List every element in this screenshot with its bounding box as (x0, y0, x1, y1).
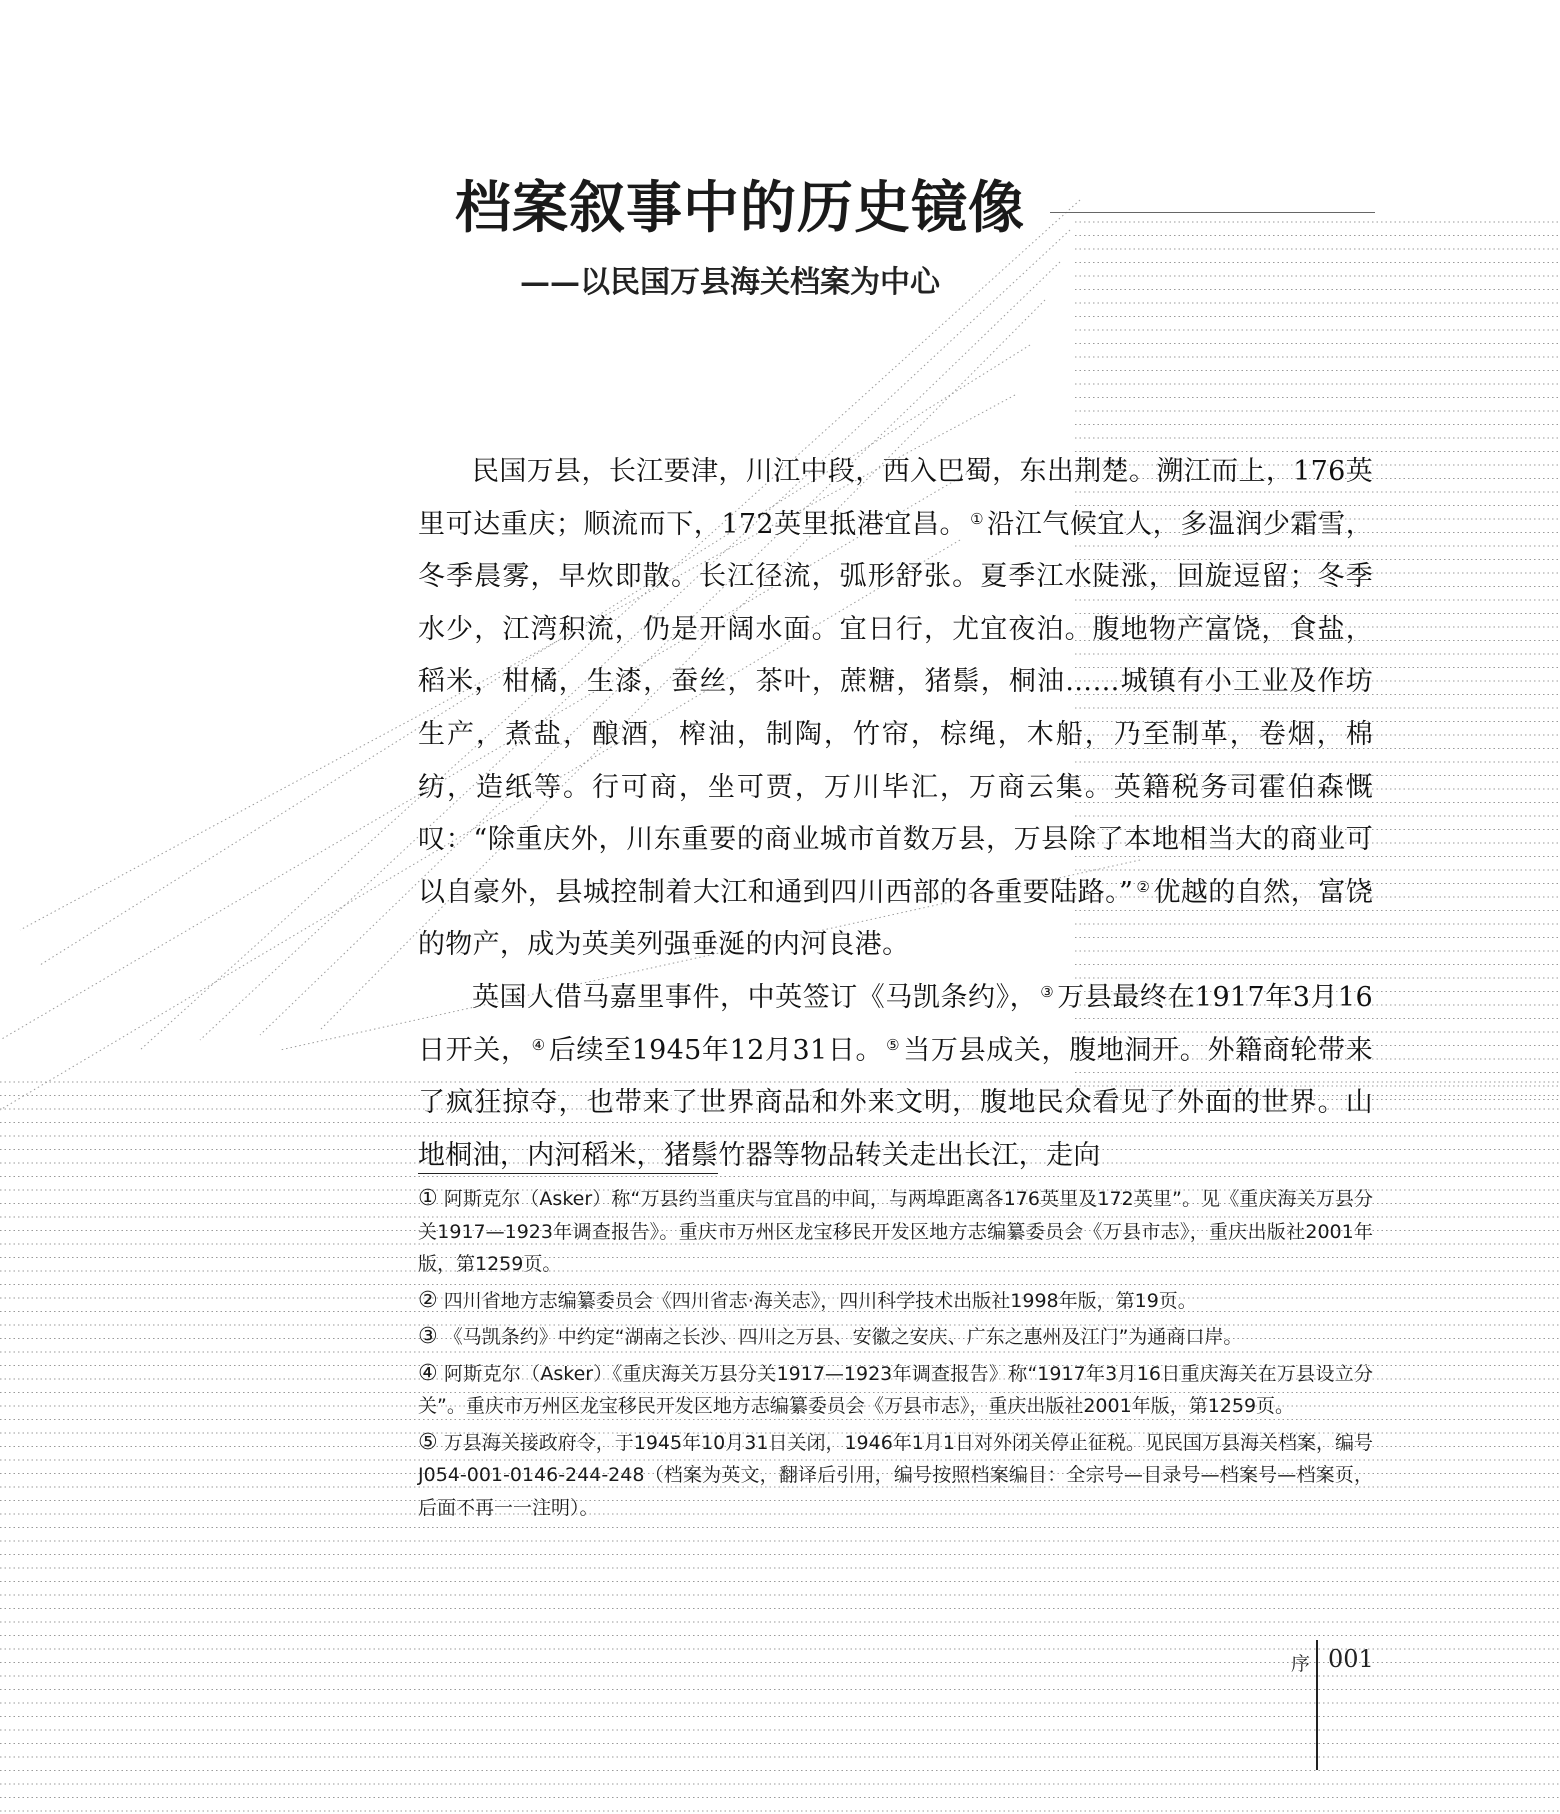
footnote-mark: ① (418, 1186, 438, 1211)
article-subtitle: ——以民国万县海关档案为中心 (520, 265, 940, 300)
body-text (418, 446, 1373, 1182)
footnote-mark: ⑤ (418, 1429, 438, 1455)
text-segment: 当万县成关，腹地洞开。外籍商轮带来了疯狂掠夺，也带来了世界商品和外来文明，腹地民众看见了外面的世界。山地桐油，内河稻米，猪鬃竹器等物品转关走出长江，走向 (418, 1034, 1374, 1171)
footnote-mark: ④ (418, 1360, 438, 1386)
footnote-item (418, 1427, 1373, 1525)
footnote-mark: ③ (418, 1324, 438, 1349)
article-title: 档案叙事中的历史镜像 (455, 176, 1025, 241)
folio-rule (1316, 1640, 1318, 1770)
footnote-separator (418, 1173, 718, 1174)
footnote-text: 万县海关接政府令，于1945年10月31日关闭，1946年1月1日对外闭关停止征税。见民国万县海关档案，编号J054-001-0146-244-248（档案为英文，翻译后引用，编号按照档案编目：全宗号—目录号—档案号—档案页，后面不再一一注明）。 (418, 1431, 1373, 1519)
text-segment: 万县最终在1917年3月16日开关， (418, 981, 1373, 1066)
footnote-mark: ② (418, 1287, 438, 1313)
footnote-item (418, 1321, 1373, 1354)
footnote-item (418, 1285, 1373, 1318)
text-segment: 英国人借马嘉里事件，中英签订《马凯条约》， (472, 981, 1038, 1013)
text-segment: 民国万县，长江要津，川江中段，西入巴蜀，东出荆楚。溯江而上，176英里可达重庆；顺流而下，172英里抵港宜昌。 (418, 456, 1373, 540)
footnote-ref: ④ (531, 1035, 546, 1054)
footnote-text: 四川省地方志编纂委员会《四川省志·海关志》，四川科学技术出版社1998年版，第19页。 (443, 1289, 1197, 1312)
footnote-text: 阿斯克尔（Asker）《重庆海关万县分关1917—1923年调查报告》称“1917年3月16日重庆海关在万县设立分关”。重庆市万州区龙宝移民开发区地方志编纂委员会《万县市志》，重庆出版社2001年版，第1259页。 (418, 1362, 1373, 1417)
footnotes (418, 1183, 1373, 1528)
footnote-text: 阿斯克尔（Asker）称“万县约当重庆与宜昌的中间，与两埠距离各176英里及172英里”。见《重庆海关万县分关1917—1923年调查报告》。重庆市万州区龙宝移民开发区地方志编纂委员会《万县市志》，重庆出版社2001年版，第1259页。 (418, 1188, 1373, 1275)
footnote-ref: ⑤ (886, 1035, 901, 1054)
footnote-item (418, 1358, 1373, 1423)
footnote-ref: ① (970, 509, 985, 528)
footnote-text: 《马凯条约》中约定“湖南之长沙、四川之万县、安徽之安庆、广东之惠州及江门”为通商口岸。 (443, 1326, 1243, 1348)
text-segment: 优越的自然，富饶的物产，成为英美列强垂涎的内河良港。 (418, 876, 1373, 961)
footnote-item (418, 1183, 1373, 1281)
text-segment: 后续至1945年12月31日。 (548, 1034, 884, 1066)
page-number: 001 (1328, 1645, 1374, 1673)
title-rule (1050, 212, 1375, 213)
footnote-ref: ③ (1040, 982, 1055, 1001)
text-segment: 沿江气候宜人，多温润少霜雪，冬季晨雾，早炊即散。长江径流，弧形舒张。夏季江水陡涨，回旋逗留；冬季水少，江湾积流，仍是开阔水面。宜日行，尤宜夜泊。腹地物产富饶，食盐，稻米，柑橘，生漆，蚕丝，茶叶，蔗糖，猪鬃，桐油……城镇有小工业及作坊生产，煮盐，酿酒，榨油，制陶，竹帘，棕绳，木船，乃至制革，卷烟，棉纺，造纸等。行可商，坐可贾，万川毕汇，万商云集。英籍税务司霍伯森慨叹：“除重庆外，川东重要的商业城市首数万县，万县除了本地相当大的商业可以自豪外，县城控制着大江和通到四川西部的各重要陆路。” (418, 508, 1373, 908)
body-paragraph (418, 972, 1373, 1182)
body-paragraph (418, 446, 1373, 972)
running-head: 序 (1290, 1653, 1310, 1675)
footnote-ref: ② (1136, 877, 1151, 896)
